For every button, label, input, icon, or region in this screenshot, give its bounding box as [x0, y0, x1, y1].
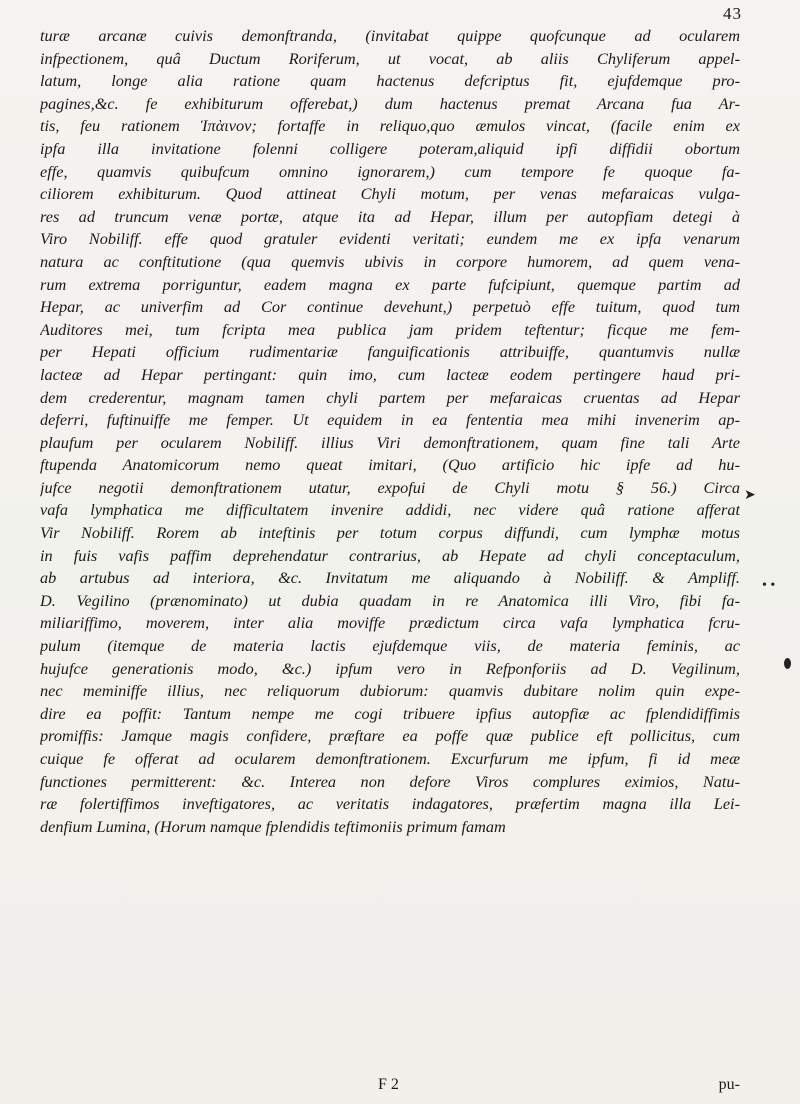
- text-line: pulum (itemque de materia lactis ejufdemque viis, de materia feminis, ac: [40, 636, 740, 656]
- text-line: per Hepati officium rudimentariæ fanguificationis attribuiffe, quantumvis nullæ: [40, 342, 740, 362]
- text-line: ipfa illa invitatione folenni colligere poteram,aliquid ipfi diffidii obortum: [40, 138, 740, 158]
- text-line: infpectionem, quâ Ductum Roriferum, ut vocat, ab aliis Chyliferum appel-: [40, 48, 740, 68]
- text-line: dire ea poffit: Tantum nempe me cogi tribuere ipfius autopfiæ ac fplendidiffimis: [40, 703, 740, 723]
- margin-arrow-mark: ➤: [744, 488, 756, 503]
- text-line: Vir Nobiliff. Rorem ab inteftinis per totum corpus diffundi, cum lymphæ motus: [40, 523, 740, 543]
- text-line: ab artubus ad interiora, &c. Invitatum me aliquando à Nobiliff. & Ampliff.: [40, 568, 740, 588]
- text-line: tis, feu rationem Ἱπὰινον; fortaffe in reliquo,quo æmulos vincat, (facile enim ex: [40, 116, 740, 136]
- text-line: cuique fe offerat ad ocularem demonftrationem. Excurfurum me ipfum, fi id meæ: [40, 749, 740, 768]
- text-line: Hepar, ac univerfim ad Cor continue devehunt,) perpetuò effe tuitum, quod tum: [40, 297, 740, 317]
- text-line: dem crederentur, magnam tamen chyli partem per mefaraicas cruentas ad Hepar: [40, 387, 740, 407]
- text-line: deferri, fuftinuiffe me femper. Ut equidem in ea fententia mea mihi invenerim ap-: [40, 410, 740, 430]
- margin-dots-mark: • •: [762, 578, 776, 593]
- text-line: D. Vegilino (prænominato) ut dubia quadam in re Anatomica illi Viro, fibi fa-: [40, 590, 740, 610]
- text-line: latum, longe alia ratione quam hactenus defcriptus fit, ejufdemque pro-: [40, 71, 740, 91]
- text-line: Viro Nobiliff. effe quod gratuler evidenti veritati; eundem me ex ipfa venarum: [40, 229, 740, 249]
- text-line: functiones permitterent: &c. Interea non defore Viros complures eximios, Natu-: [40, 771, 740, 791]
- text-line: lacteæ ad Hepar pertingant: quin imo, cum lacteæ eodem pertingere haud pri-: [40, 364, 740, 384]
- catchword: pu-: [718, 1076, 740, 1093]
- text-line: Auditores mei, tum fcripta mea publica jam pridem teftentur; ficque me fem-: [40, 319, 740, 339]
- text-line: nec meminiffe illius, nec reliquorum dubiorum: quamvis dubitare nolim quin expe-: [40, 681, 740, 701]
- text-line: miliariffimo, moverem, inter alia moviffe prædictum circa vafa lymphatica fcru-: [40, 613, 740, 633]
- text-line: res ad truncum venæ portæ, atque ita ad Hepar, illum per autopfiam detegi à: [40, 206, 740, 226]
- text-line: turæ arcanæ cuivis demonftranda, (invitabat quippe quofcunque ad ocularem: [40, 26, 740, 45]
- page-number: 43: [723, 4, 742, 23]
- text-line: promiffis: Jamque magis confidere, præftare ea poffe quæ publice eft pollicitus, cum: [40, 726, 740, 746]
- margin-ink-dot: [784, 658, 791, 669]
- text-line: ciliorem exhibiturum. Quod attineat Chyli motum, per venas mefaraicas vulga-: [40, 184, 740, 204]
- text-line: plaufum per ocularem Nobiliff. illius Viri demonftrationem, quam fine tali Arte: [40, 432, 740, 452]
- text-line: in fuis vafis paffim deprehendatur contrarius, ab Hepate ad chyli conceptaculum,: [40, 545, 740, 565]
- text-line: hujufce generationis modo, &c.) ipfum vero in Refponforiis ad D. Vegilinum,: [40, 658, 740, 678]
- text-line: natura ac conftitutione (qua quemvis ubivis in corpore humorem, ad quem vena-: [40, 251, 740, 271]
- text-line: denfium Lumina, (Horum namque fplendidis teftimoniis primum famam: [40, 816, 506, 836]
- gathering-signature: F 2: [378, 1076, 399, 1093]
- text-line: pagines,&c. fe exhibiturum offerebat,) dum hactenus premat Arcana fua Ar-: [40, 93, 740, 113]
- body-text: [40, 25, 740, 838]
- text-line: ftupenda Anatomicorum nemo queat imitari, (Quo artificio hic ipfe ad hu-: [40, 455, 740, 475]
- text-line: effe, quamvis quibufcum omnino ignorarem,) cum tempore fe quoque fa-: [40, 161, 740, 181]
- text-line: vafa lymphatica me difficultatem invenire addidi, nec videre quâ ratione afferat: [40, 500, 740, 520]
- text-line: ræ folertiffimos inveftigatores, ac veritatis indagatores, præfertim magna illa Lei-: [40, 794, 740, 814]
- text-line: jufce negotii demonftrationem utatur, expofui de Chyli motu § 56.) Circa: [40, 477, 740, 497]
- text-line: rum extrema porriguntur, eadem magna ex parte fufcipiunt, quemque partim ad: [40, 274, 740, 294]
